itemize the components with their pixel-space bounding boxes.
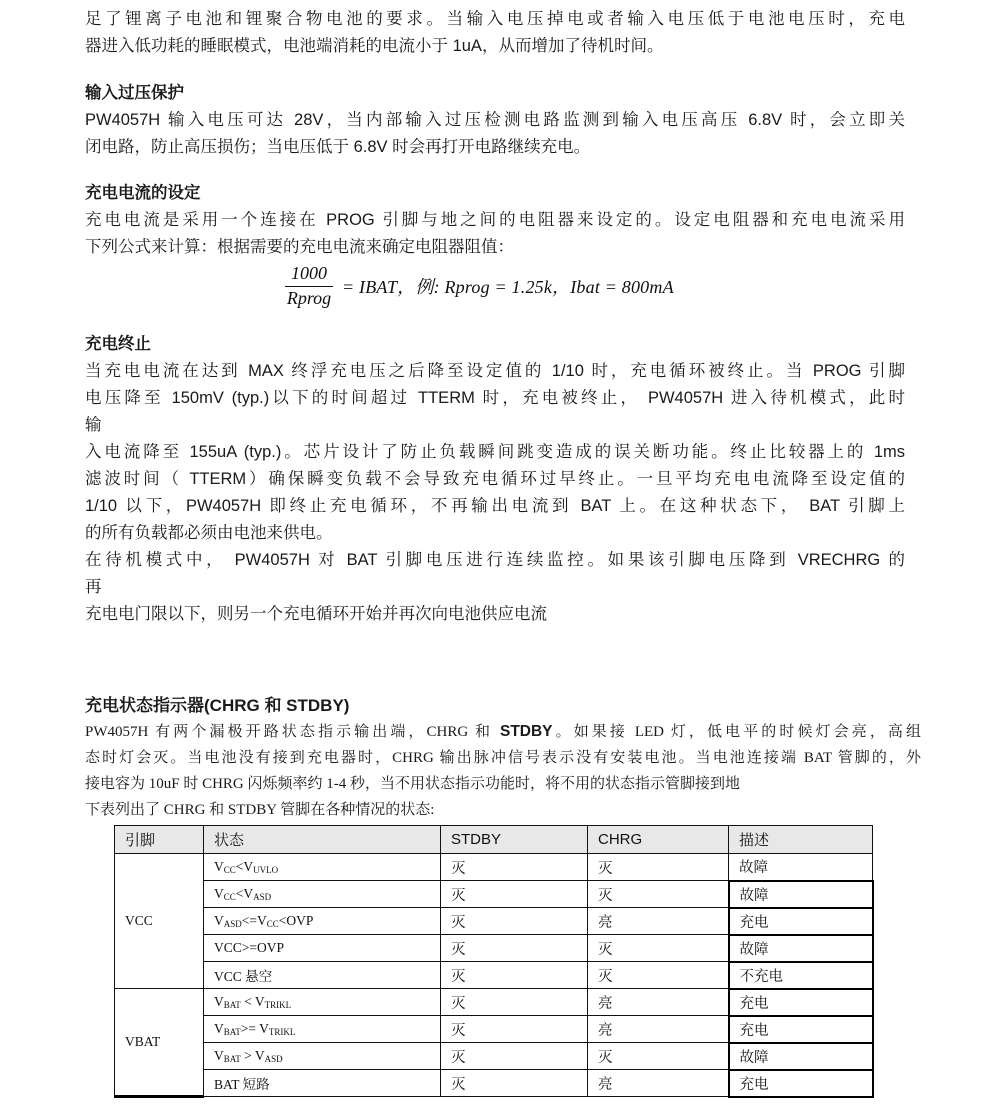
stdby-cell: 灭 xyxy=(441,908,588,935)
table-header-row xyxy=(115,826,873,854)
text-line: 滤波时间（ TTERM）确保瞬变负载不会导致充电循环过早终止。一旦平均充电电流降至设定值的 xyxy=(85,470,905,489)
text-line: 态时灯会灭。当电池没有接到充电器时，CHRG 输出脉冲信号表示没有安装电池。当电池连接端 BAT 管脚的，外 xyxy=(85,750,921,767)
formula-fraction xyxy=(285,263,333,309)
heading-input-overvoltage-protection: 输入过压保护 xyxy=(85,84,184,102)
text-line: 再 xyxy=(85,578,102,597)
condition-cell: $V_{ASD}<=V_{CC}<OVP$ xyxy=(204,908,441,935)
stdby-cell: 灭 xyxy=(441,854,588,881)
heading-charge-termination: 充电终止 xyxy=(85,335,151,354)
text-line: 入电流降至 155uA (typ.)。芯片设计了防止负载瞬间跳变造成的误关断功能。终止比较器上的 1ms xyxy=(85,443,905,462)
ovp-paragraph xyxy=(85,107,906,161)
text-line: 1/10 以下，PW4057H 即终止充电循环，不再输出电流到 BAT 上。在这种状态下， BAT 引脚上 xyxy=(85,497,905,516)
text-line: 下表列出了 CHRG 和 STDBY 管脚在各种情况的状态: xyxy=(85,802,435,819)
condition-cell: VCC 悬空 xyxy=(204,962,441,989)
text-line: 器进入低功耗的睡眠模式，电池端消耗的电流小于 1uA，从而增加了待机时间。 xyxy=(85,37,664,55)
description-cell: 充电 xyxy=(729,1016,873,1043)
column-header: STDBY xyxy=(441,826,588,854)
text-line: 当充电电流在达到 MAX 终浮充电压之后降至设定值的 1/10 时，充电循环被终止。当 PROG 引脚 xyxy=(85,362,905,381)
text-segment: PW4057H 有两个漏极开路状态指示输出端，CHRG 和 xyxy=(85,724,500,741)
bold-text-segment: STDBY xyxy=(499,723,553,741)
subscript-text: UVLO xyxy=(253,865,279,876)
stdby-cell: 灭 xyxy=(441,962,588,989)
stdby-cell: 灭 xyxy=(441,1043,588,1070)
stdby-cell: 灭 xyxy=(441,881,588,908)
description-cell: 充电 xyxy=(729,908,873,935)
charge-current-formula xyxy=(285,263,906,309)
table-row xyxy=(115,908,873,935)
condition-cell: $V_{BAT} < V_{TRIKL}$ xyxy=(204,989,441,1016)
chrg-cell: 灭 xyxy=(588,881,729,908)
table-body xyxy=(115,854,873,1097)
termination-paragraph xyxy=(85,358,906,628)
table-row xyxy=(115,1016,873,1043)
text-line: 闭电路，防止高压损伤；当电压低于 6.8V 时会再打开电路继续充电。 xyxy=(85,138,591,156)
heading-status-indicator: 充电状态指示器(CHRG 和 STDBY) xyxy=(85,696,350,716)
subscript-text: CC xyxy=(266,919,279,930)
column-header: 描述 xyxy=(729,826,873,854)
subscript-text: TRIKL xyxy=(268,1027,296,1038)
table-row xyxy=(115,854,873,881)
stdby-cell: 灭 xyxy=(441,935,588,962)
condition-cell: BAT 短路 xyxy=(204,1070,441,1097)
table-row xyxy=(115,881,873,908)
description-cell: 故障 xyxy=(729,935,873,962)
chrg-cell: 灭 xyxy=(588,962,729,989)
condition-cell: $V_{BAT}>= V_{TRIKL}$ xyxy=(204,1016,441,1043)
text-line: 在待机模式中， PW4057H 对 BAT 引脚电压进行连续监控。如果该引脚电压降到 VRECHRG 的 xyxy=(85,551,905,570)
subscript-text: BAT xyxy=(223,1027,241,1038)
chrg-cell: 亮 xyxy=(588,908,729,935)
subscript-text: ASD xyxy=(264,1054,283,1065)
prog-paragraph xyxy=(85,207,906,261)
text-line: 足了锂离子电池和锂聚合物电池的要求。当输入电压掉电或者输入电压低于电池电压时，充电 xyxy=(85,10,905,28)
description-cell: 不充电 xyxy=(729,962,873,989)
description-cell: 故障 xyxy=(729,1043,873,1070)
pin-cell: VCC xyxy=(115,854,204,989)
description-cell: 故障 xyxy=(729,854,873,881)
stdby-cell: 灭 xyxy=(441,1016,588,1043)
formula-denominator: Rprog xyxy=(286,287,332,308)
text-line: PW4057H 输入电压可达 28V，当内部输入过压检测电路监测到输入电压高压 6.8V 时，会立即关 xyxy=(85,111,905,129)
status-indicator-paragraph xyxy=(85,719,921,823)
heading-charge-current-setting: 充电电流的设定 xyxy=(85,184,201,202)
table-row xyxy=(115,989,873,1016)
condition-cell: VCC>=OVP xyxy=(204,935,441,962)
text-line: 输 xyxy=(85,416,102,435)
table-row xyxy=(115,1043,873,1070)
text-line: 充电电门限以下，则另一个充电循环开始并再次向电池供应电流 xyxy=(85,605,547,624)
condition-cell: $V_{CC}<V_{ASD}$ xyxy=(204,881,441,908)
chrg-cell: 亮 xyxy=(588,1016,729,1043)
condition-cell: $V_{CC}<V_{UVLO}$ xyxy=(204,854,441,881)
subscript-text: ASD xyxy=(253,892,272,903)
condition-cell: $V_{BAT} > V_{ASD}$ xyxy=(204,1043,441,1070)
status-table xyxy=(114,825,874,1098)
text-line: 的所有负载都必须由电池来供电。 xyxy=(85,524,333,543)
subscript-text: TRIKL xyxy=(264,1000,292,1011)
column-header: CHRG xyxy=(588,826,729,854)
chrg-cell: 灭 xyxy=(588,1043,729,1070)
text-line: 接电容为 10uF 时 CHRG 闪烁频率约 1-4 秒，当不用状态指示功能时，将不用的状态指示管脚接到地 xyxy=(85,776,741,793)
description-cell: 充电 xyxy=(729,1070,873,1097)
column-header: 状态 xyxy=(204,826,441,854)
table-row xyxy=(115,962,873,989)
text-line: 充电电流是采用一个连接在 PROG 引脚与地之间的电阻器来设定的。设定电阻器和充电电流采用 xyxy=(85,211,905,229)
table-row xyxy=(115,1070,873,1097)
text-line: 下列公式来计算：根据需要的充电电流来确定电阻器阻值： xyxy=(85,238,514,256)
stdby-cell: 灭 xyxy=(441,1070,588,1097)
subscript-text: ASD xyxy=(223,919,242,930)
chrg-cell: 亮 xyxy=(588,1070,729,1097)
formula-numerator: 1000 xyxy=(285,263,333,287)
subscript-text: CC xyxy=(223,865,236,876)
formula-right-hand-side: = IBAT，例: Rprog = 1.25k，Ibat = 800mA xyxy=(342,277,674,298)
table-row xyxy=(115,935,873,962)
text-line: 电压降至 150mV (typ.)以下的时间超过 TTERM 时，充电被终止， PW4057H 进入待机模式，此时 xyxy=(85,389,905,408)
text-segment: 。如果接 LED 灯，低电平的时候灯会亮，高组 xyxy=(552,724,921,741)
chrg-cell: 灭 xyxy=(588,854,729,881)
stdby-cell: 灭 xyxy=(441,989,588,1016)
subscript-text: CC xyxy=(223,892,236,903)
description-cell: 充电 xyxy=(729,989,873,1016)
chrg-cell: 亮 xyxy=(588,989,729,1016)
description-cell: 故障 xyxy=(729,881,873,908)
text-line xyxy=(85,719,921,745)
pin-cell: VBAT xyxy=(115,989,204,1097)
chrg-cell: 灭 xyxy=(588,935,729,962)
subscript-text: BAT xyxy=(223,1000,241,1011)
column-header: 引脚 xyxy=(115,826,204,854)
subscript-text: BAT xyxy=(223,1054,241,1065)
intro-paragraph xyxy=(85,6,906,60)
